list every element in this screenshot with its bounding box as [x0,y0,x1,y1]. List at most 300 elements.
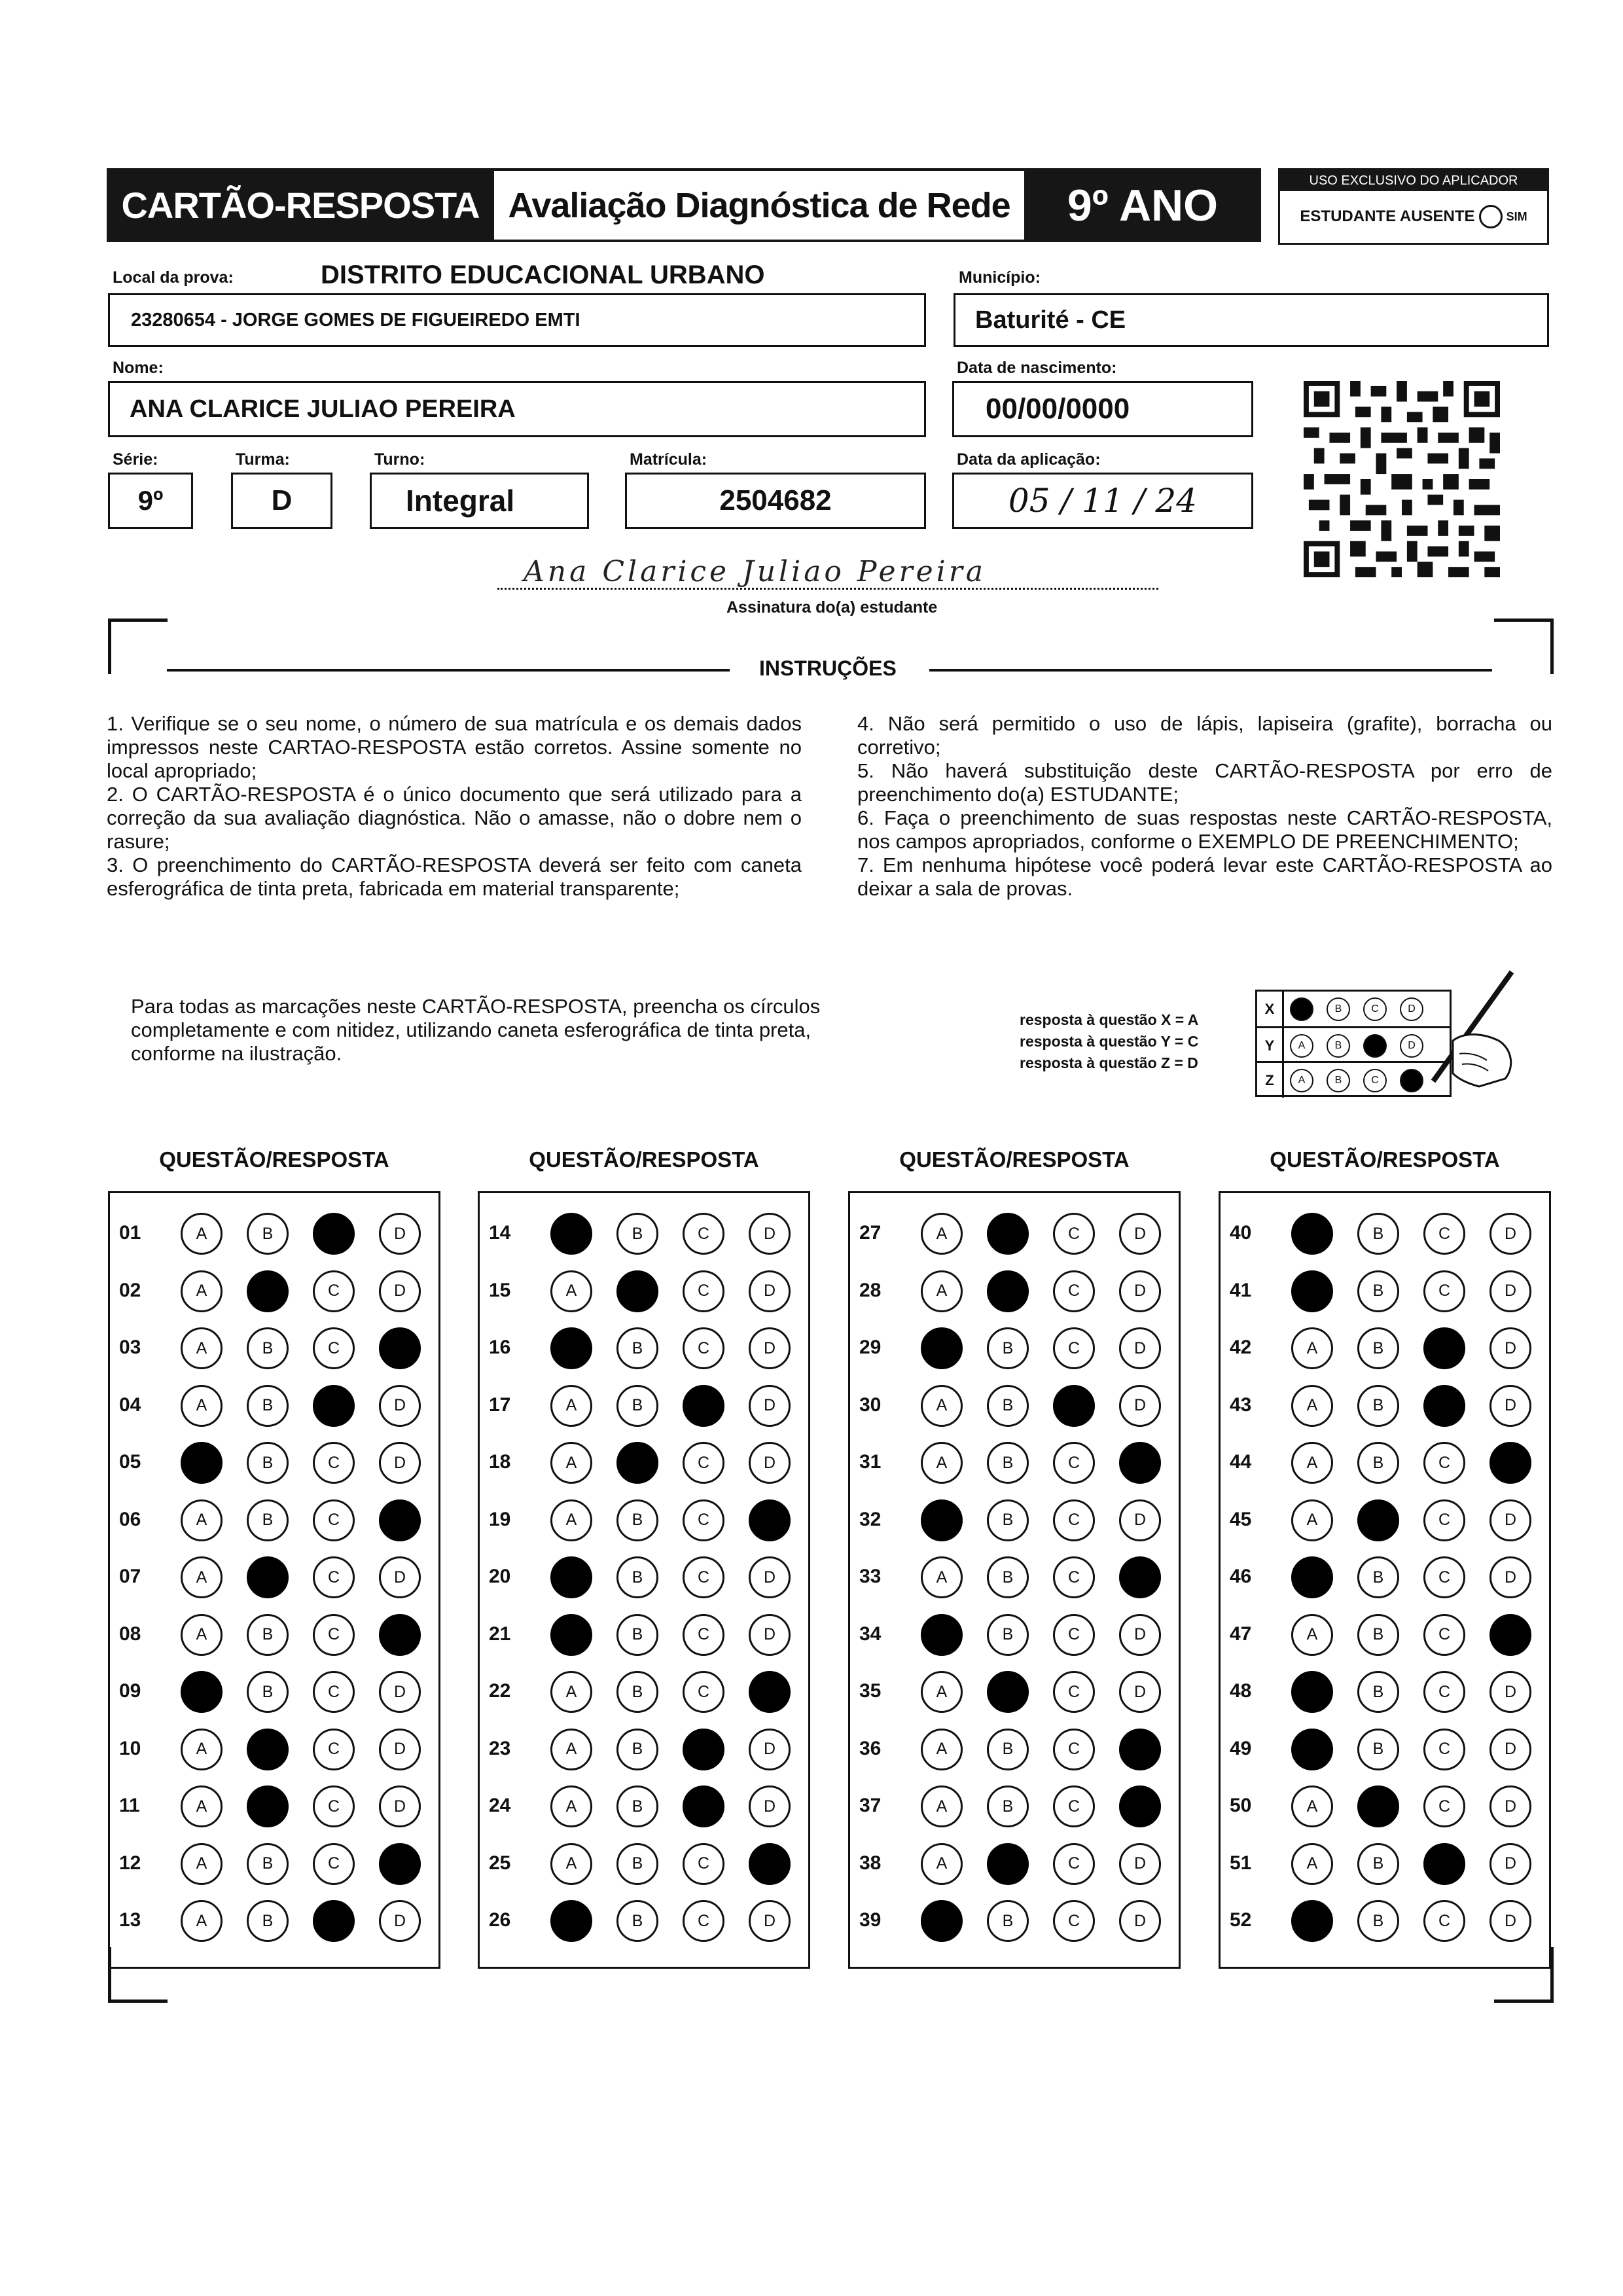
answer-bubble-b[interactable]: B [1357,1556,1399,1598]
answer-bubble-b[interactable]: B [1357,1900,1399,1942]
answer-bubble-b[interactable]: B [247,1385,289,1427]
answer-bubble-c[interactable]: C [313,1614,355,1656]
answer-bubble-d[interactable]: D [1489,1442,1531,1484]
answer-bubble-d[interactable]: D [379,1843,421,1885]
answer-bubble-b[interactable]: B [616,1556,658,1598]
answer-bubble-a[interactable]: A [921,1327,963,1369]
answer-bubble-d[interactable]: D [749,1843,791,1885]
answer-bubble-d[interactable]: D [1119,1270,1161,1312]
answer-bubble-c[interactable]: C [1423,1614,1465,1656]
answer-bubble-b[interactable]: B [247,1556,289,1598]
answer-bubble-a[interactable]: A [550,1442,592,1484]
answer-bubble-b[interactable]: B [616,1213,658,1255]
answer-bubble-d[interactable]: D [1489,1671,1531,1713]
answer-bubble-a[interactable]: A [181,1442,223,1484]
answer-bubble-a[interactable]: A [1291,1213,1333,1255]
answer-bubble-b[interactable]: B [616,1327,658,1369]
answer-bubble-d[interactable]: D [1119,1327,1161,1369]
question-number: 42 [1230,1336,1252,1358]
answer-bubble-b[interactable]: B [247,1270,289,1312]
sim-label: SIM [1506,209,1527,223]
answer-bubble-a[interactable]: A [921,1442,963,1484]
answer-bubble-c[interactable]: C [683,1442,724,1484]
answer-bubble-d[interactable]: D [379,1327,421,1369]
answer-row [850,1892,1179,1950]
answer-bubble-d[interactable]: D [1489,1385,1531,1427]
answer-bubble-a[interactable]: A [1291,1270,1333,1312]
answer-bubble-d[interactable]: D [1119,1900,1161,1942]
answer-bubble-d[interactable]: D [749,1327,791,1369]
answer-bubble-a[interactable]: A [550,1614,592,1656]
answer-bubble-d[interactable]: D [1119,1213,1161,1255]
answer-bubble-b[interactable]: B [616,1442,658,1484]
nascimento-label: Data de nascimento: [957,359,1117,377]
answer-bubble-d[interactable]: D [1489,1900,1531,1942]
answer-bubble-a[interactable]: A [181,1843,223,1885]
serie-field [108,473,193,529]
answer-bubble-a[interactable]: A [181,1729,223,1770]
question-number: 31 [859,1451,882,1473]
answer-bubble-c[interactable]: C [683,1499,724,1541]
answer-bubble-d[interactable]: D [1119,1442,1161,1484]
answer-bubble-d[interactable]: D [749,1442,791,1484]
answer-row [110,1606,438,1664]
answer-bubble-d[interactable]: D [1119,1556,1161,1598]
question-number: 12 [119,1852,141,1874]
answer-bubble-a[interactable]: A [1291,1499,1333,1541]
answer-row [1221,1377,1549,1435]
instructions-left: 1. Verifique se o seu nome, o número de sua matrícula e os demais dados impressos neste CARTAO-RESPOSTA estão corretos. Assine somente no local apropriado; 2. O CARTÃO-RESPOSTA é o único documento que será utilizado para a correção da sua avaliação diagnóstica. Não o amasse, não o dobre nem o rasure; 3. O preenchimento do CARTÃO-RESPOSTA deverá ser feito com caneta esferográfica de tinta preta, fabricada em material transparente; [107,712,802,900]
signature: Ana Clarice Juliao Pereira [524,555,986,588]
answer-bubble-c[interactable]: C [1053,1385,1095,1427]
answer-row [110,1492,438,1549]
answer-bubble-a[interactable]: A [181,1671,223,1713]
question-number: 47 [1230,1623,1252,1645]
answer-bubble-b[interactable]: B [247,1785,289,1827]
answer-bubble-d[interactable]: D [1489,1614,1531,1656]
answer-bubble-d[interactable]: D [1119,1385,1161,1427]
absent-checkbox[interactable] [1479,205,1503,228]
answer-bubble-a[interactable]: A [921,1671,963,1713]
answer-bubble-d[interactable]: D [1119,1499,1161,1541]
answer-row [1221,1606,1549,1664]
answer-bubble-c[interactable]: C [683,1556,724,1598]
answer-bubble-d[interactable]: D [379,1729,421,1770]
answer-bubble-a[interactable]: A [921,1556,963,1598]
answer-row [110,1377,438,1435]
answer-bubble-d[interactable]: D [749,1729,791,1770]
answer-bubble-a[interactable]: A [1291,1729,1333,1770]
answer-bubble-a[interactable]: A [181,1213,223,1255]
answer-bubble-c[interactable]: C [1423,1843,1465,1885]
question-number: 23 [489,1737,511,1759]
header-grade-block [1024,168,1261,242]
answer-bubble-d[interactable]: D [379,1499,421,1541]
answer-bubble-c[interactable]: C [1423,1213,1465,1255]
answer-bubble-d[interactable]: D [749,1385,791,1427]
question-number: 25 [489,1852,511,1874]
answer-bubble-a[interactable]: A [550,1785,592,1827]
answer-row [850,1205,1179,1263]
question-number: 09 [119,1680,141,1702]
answer-bubble-a[interactable]: A [921,1785,963,1827]
answer-bubble-c[interactable]: C [683,1671,724,1713]
answer-bubble-b[interactable]: B [1357,1499,1399,1541]
answer-bubble-c[interactable]: C [1053,1499,1095,1541]
question-number: 11 [119,1795,140,1816]
answer-bubble-b[interactable]: B [987,1327,1029,1369]
answer-bubble-b[interactable]: B [987,1900,1029,1942]
answer-bubble-c[interactable]: C [1053,1671,1095,1713]
nome-value: ANA CLARICE JULIAO PEREIRA [130,395,516,423]
serie-value: 9º [137,485,164,516]
answer-bubble-b[interactable]: B [616,1785,658,1827]
answer-bubble-d[interactable]: D [1489,1729,1531,1770]
aplicacao-value: 05 / 11 / 24 [1008,482,1198,520]
question-number: 32 [859,1508,882,1530]
answer-bubble-c[interactable]: C [1423,1671,1465,1713]
answer-bubble-b[interactable]: B [616,1385,658,1427]
answer-column [1219,1191,1551,1969]
answer-bubble-a[interactable]: A [1291,1671,1333,1713]
answer-bubble-b[interactable]: B [247,1614,289,1656]
answer-bubble-b[interactable]: B [987,1843,1029,1885]
answer-row [480,1606,808,1664]
answer-bubble-b[interactable]: B [987,1556,1029,1598]
example-bubble-d: D [1400,1034,1423,1058]
answer-bubble-c[interactable]: C [683,1785,724,1827]
answer-bubble-d[interactable]: D [1119,1729,1161,1770]
question-number: 03 [119,1336,141,1358]
answer-bubble-b[interactable]: B [247,1442,289,1484]
answer-bubble-b[interactable]: B [1357,1327,1399,1369]
header-title-block [107,168,494,242]
answer-bubble-b[interactable]: B [1357,1614,1399,1656]
example-line-y: resposta à questão Y = C [1020,1033,1199,1050]
nome-label: Nome: [113,359,164,377]
instructions-rule-right [929,669,1492,672]
answer-row [1221,1263,1549,1320]
answer-bubble-d[interactable]: D [1489,1327,1531,1369]
answer-bubble-c[interactable]: C [313,1785,355,1827]
answer-bubble-b[interactable]: B [616,1671,658,1713]
answer-bubble-b[interactable]: B [247,1729,289,1770]
answer-bubble-c[interactable]: C [313,1327,355,1369]
answer-bubble-c[interactable]: C [1053,1614,1095,1656]
answer-bubble-a[interactable]: A [550,1843,592,1885]
answer-bubble-c[interactable]: C [313,1213,355,1255]
answer-bubble-c[interactable]: C [313,1900,355,1942]
answer-bubble-a[interactable]: A [921,1213,963,1255]
answer-bubble-b[interactable]: B [1357,1213,1399,1255]
answer-row [110,1835,438,1893]
answer-bubble-b[interactable]: B [1357,1270,1399,1312]
answer-bubble-b[interactable]: B [1357,1385,1399,1427]
answer-bubble-a[interactable]: A [1291,1327,1333,1369]
answer-column-header: QUESTÃO/RESPOSTA [1270,1147,1500,1172]
answer-bubble-b[interactable]: B [247,1327,289,1369]
question-number: 46 [1230,1566,1252,1587]
answer-bubble-b[interactable]: B [987,1785,1029,1827]
question-number: 52 [1230,1909,1252,1931]
answer-bubble-c[interactable]: C [1053,1270,1095,1312]
answer-bubble-a[interactable]: A [921,1843,963,1885]
answer-bubble-c[interactable]: C [1053,1843,1095,1885]
answer-bubble-c[interactable]: C [1053,1729,1095,1770]
header-subtitle-block [494,168,1024,242]
answer-row [480,1263,808,1320]
answer-bubble-b[interactable]: B [1357,1442,1399,1484]
answer-bubble-b[interactable]: B [987,1213,1029,1255]
example-bubble-a: A [1290,1069,1313,1092]
answer-bubble-c[interactable]: C [1423,1785,1465,1827]
answer-bubble-c[interactable]: C [313,1729,355,1770]
answer-bubble-b[interactable]: B [616,1614,658,1656]
question-number: 37 [859,1795,882,1816]
example-question-label: X [1257,992,1284,1026]
answer-bubble-b[interactable]: B [616,1843,658,1885]
answer-bubble-d[interactable]: D [379,1900,421,1942]
answer-bubble-d[interactable]: D [379,1385,421,1427]
answer-bubble-c[interactable]: C [683,1843,724,1885]
example-line-z: resposta à questão Z = D [1020,1054,1198,1071]
local-label: Local da prova: [113,268,234,287]
answer-bubble-a[interactable]: A [550,1327,592,1369]
instructions-rule-left [167,669,730,672]
nascimento-field [952,381,1253,437]
answer-bubble-a[interactable]: A [1291,1614,1333,1656]
answer-column-header: QUESTÃO/RESPOSTA [529,1147,759,1172]
answer-row [480,1434,808,1492]
answer-bubble-c[interactable]: C [683,1213,724,1255]
answer-bubble-d[interactable]: D [749,1270,791,1312]
answer-row [1221,1778,1549,1835]
answer-bubble-d[interactable]: D [379,1442,421,1484]
question-number: 30 [859,1393,882,1416]
answer-bubble-c[interactable]: C [1423,1499,1465,1541]
answer-bubble-d[interactable]: D [749,1556,791,1598]
answer-bubble-c[interactable]: C [313,1385,355,1427]
qr-code [1302,381,1501,577]
question-number: 06 [119,1508,141,1530]
answer-bubble-b[interactable]: B [247,1671,289,1713]
answer-bubble-c[interactable]: C [313,1671,355,1713]
answer-bubble-a[interactable]: A [550,1671,592,1713]
answer-bubble-c[interactable]: C [683,1729,724,1770]
answer-bubble-b[interactable]: B [247,1843,289,1885]
instructions-title: INSTRUÇÕES [759,656,897,680]
answer-bubble-d[interactable]: D [1489,1499,1531,1541]
answer-bubble-d[interactable]: D [1489,1270,1531,1312]
answer-bubble-b[interactable]: B [987,1442,1029,1484]
question-number: 17 [489,1393,511,1416]
answer-bubble-d[interactable]: D [749,1785,791,1827]
answer-bubble-b[interactable]: B [987,1270,1029,1312]
question-number: 04 [119,1393,141,1416]
answer-bubble-c[interactable]: C [683,1614,724,1656]
question-number: 43 [1230,1393,1252,1416]
question-number: 41 [1230,1279,1252,1301]
answer-bubble-d[interactable]: D [1119,1785,1161,1827]
answer-bubble-d[interactable]: D [1489,1843,1531,1885]
answer-bubble-b[interactable]: B [247,1900,289,1942]
answer-row [1221,1663,1549,1721]
answer-bubble-d[interactable]: D [379,1614,421,1656]
answer-row [1221,1892,1549,1950]
answer-bubble-c[interactable]: C [1053,1900,1095,1942]
answer-row [110,1663,438,1721]
answer-bubble-c[interactable]: C [683,1270,724,1312]
answer-bubble-a[interactable]: A [921,1729,963,1770]
question-number: 50 [1230,1795,1252,1816]
answer-bubble-c[interactable]: C [1423,1442,1465,1484]
answer-bubble-c[interactable]: C [1053,1327,1095,1369]
answer-bubble-c[interactable]: C [1053,1785,1095,1827]
answer-bubble-c[interactable]: C [1053,1442,1095,1484]
answer-bubble-d[interactable]: D [1489,1556,1531,1598]
answer-bubble-a[interactable]: A [181,1327,223,1369]
matricula-label: Matrícula: [630,450,707,469]
answer-row [850,1377,1179,1435]
answer-bubble-b[interactable]: B [1357,1843,1399,1885]
question-number: 16 [489,1336,511,1358]
question-number: 33 [859,1566,882,1587]
answer-row [1221,1434,1549,1492]
answer-bubble-c[interactable]: C [683,1900,724,1942]
answer-row [1221,1205,1549,1263]
qr-code-image [1302,381,1501,577]
answer-bubble-a[interactable]: A [550,1729,592,1770]
header-title: CARTÃO-RESPOSTA [121,185,480,226]
answer-bubble-c[interactable]: C [313,1556,355,1598]
answer-bubble-d[interactable]: D [379,1213,421,1255]
answer-bubble-c[interactable]: C [1053,1213,1095,1255]
turma-label: Turma: [236,450,290,469]
question-number: 20 [489,1566,511,1587]
answer-bubble-b[interactable]: B [987,1614,1029,1656]
answer-bubble-c[interactable]: C [1423,1327,1465,1369]
answer-bubble-c[interactable]: C [683,1385,724,1427]
answer-bubble-c[interactable]: C [1423,1729,1465,1770]
answer-bubble-a[interactable]: A [181,1385,223,1427]
answer-bubble-b[interactable]: B [616,1900,658,1942]
header-grade: 9º ANO [1067,180,1219,230]
question-number: 21 [489,1623,511,1645]
question-number: 15 [489,1279,511,1301]
answer-row [480,1663,808,1721]
answer-bubble-d[interactable]: D [379,1556,421,1598]
question-number: 18 [489,1451,511,1473]
answer-row [480,1549,808,1606]
answer-bubble-b[interactable]: B [616,1270,658,1312]
answer-row [480,1319,808,1377]
answer-bubble-d[interactable]: D [1489,1213,1531,1255]
answer-row [1221,1549,1549,1606]
school-field [108,293,926,347]
answer-bubble-a[interactable]: A [550,1556,592,1598]
answer-bubble-d[interactable]: D [379,1270,421,1312]
answer-bubble-a[interactable]: A [181,1900,223,1942]
answer-bubble-a[interactable]: A [921,1900,963,1942]
answer-bubble-c[interactable]: C [313,1499,355,1541]
answer-bubble-b[interactable]: B [987,1385,1029,1427]
answer-bubble-b[interactable]: B [987,1671,1029,1713]
answer-bubble-d[interactable]: D [379,1785,421,1827]
answer-bubble-c[interactable]: C [313,1843,355,1885]
answer-bubble-a[interactable]: A [181,1785,223,1827]
answer-bubble-b[interactable]: B [1357,1671,1399,1713]
answer-bubble-a[interactable]: A [921,1270,963,1312]
answer-bubble-a[interactable]: A [550,1499,592,1541]
serie-label: Série: [113,450,158,469]
answer-bubble-a[interactable]: A [921,1499,963,1541]
answer-bubble-b[interactable]: B [987,1729,1029,1770]
answer-bubble-a[interactable]: A [1291,1556,1333,1598]
answer-bubble-b[interactable]: B [247,1213,289,1255]
answer-bubble-d[interactable]: D [379,1671,421,1713]
question-number: 05 [119,1451,141,1473]
answer-bubble-a[interactable]: A [1291,1900,1333,1942]
answer-bubble-c[interactable]: C [1423,1900,1465,1942]
answer-bubble-d[interactable]: D [749,1614,791,1656]
answer-bubble-a[interactable]: A [550,1900,592,1942]
answer-bubble-d[interactable]: D [1119,1614,1161,1656]
answer-bubble-c[interactable]: C [313,1442,355,1484]
answer-bubble-b[interactable]: B [247,1499,289,1541]
answer-bubble-b[interactable]: B [987,1499,1029,1541]
answer-bubble-d[interactable]: D [749,1213,791,1255]
answer-bubble-d[interactable]: D [1119,1671,1161,1713]
question-number: 07 [119,1566,141,1587]
answer-bubble-a[interactable]: A [550,1213,592,1255]
answer-bubble-b[interactable]: B [616,1729,658,1770]
answer-bubble-d[interactable]: D [1489,1785,1531,1827]
answer-bubble-a[interactable]: A [1291,1785,1333,1827]
answer-bubble-a[interactable]: A [1291,1385,1333,1427]
answer-bubble-b[interactable]: B [1357,1785,1399,1827]
header-subtitle: Avaliação Diagnóstica de Rede [508,185,1010,225]
answer-bubble-a[interactable]: A [1291,1442,1333,1484]
answer-bubble-c[interactable]: C [1423,1270,1465,1312]
answer-bubble-b[interactable]: B [616,1499,658,1541]
answer-bubble-a[interactable]: A [921,1614,963,1656]
answer-bubble-d[interactable]: D [749,1499,791,1541]
answer-bubble-c[interactable]: C [1423,1385,1465,1427]
answer-bubble-c[interactable]: C [313,1270,355,1312]
nascimento-value: 00/00/0000 [986,393,1130,425]
answer-bubble-a[interactable]: A [181,1556,223,1598]
answer-bubble-a[interactable]: A [921,1385,963,1427]
turno-label: Turno: [374,450,425,469]
answer-bubble-d[interactable]: D [1119,1843,1161,1885]
answer-bubble-a[interactable]: A [181,1270,223,1312]
answer-bubble-a[interactable]: A [550,1385,592,1427]
answer-bubble-c[interactable]: C [1053,1556,1095,1598]
answer-bubble-a[interactable]: A [181,1499,223,1541]
answer-bubble-a[interactable]: A [550,1270,592,1312]
question-number: 13 [119,1909,141,1931]
answer-bubble-c[interactable]: C [1423,1556,1465,1598]
answer-bubble-a[interactable]: A [181,1614,223,1656]
example-bubble-b: B [1327,1069,1350,1092]
answer-bubble-d[interactable]: D [749,1900,791,1942]
answer-bubble-a[interactable]: A [1291,1843,1333,1885]
answer-row [850,1549,1179,1606]
answer-bubble-c[interactable]: C [683,1327,724,1369]
aplicacao-label: Data da aplicação: [957,450,1101,469]
answer-bubble-b[interactable]: B [1357,1729,1399,1770]
answer-bubble-d[interactable]: D [749,1671,791,1713]
